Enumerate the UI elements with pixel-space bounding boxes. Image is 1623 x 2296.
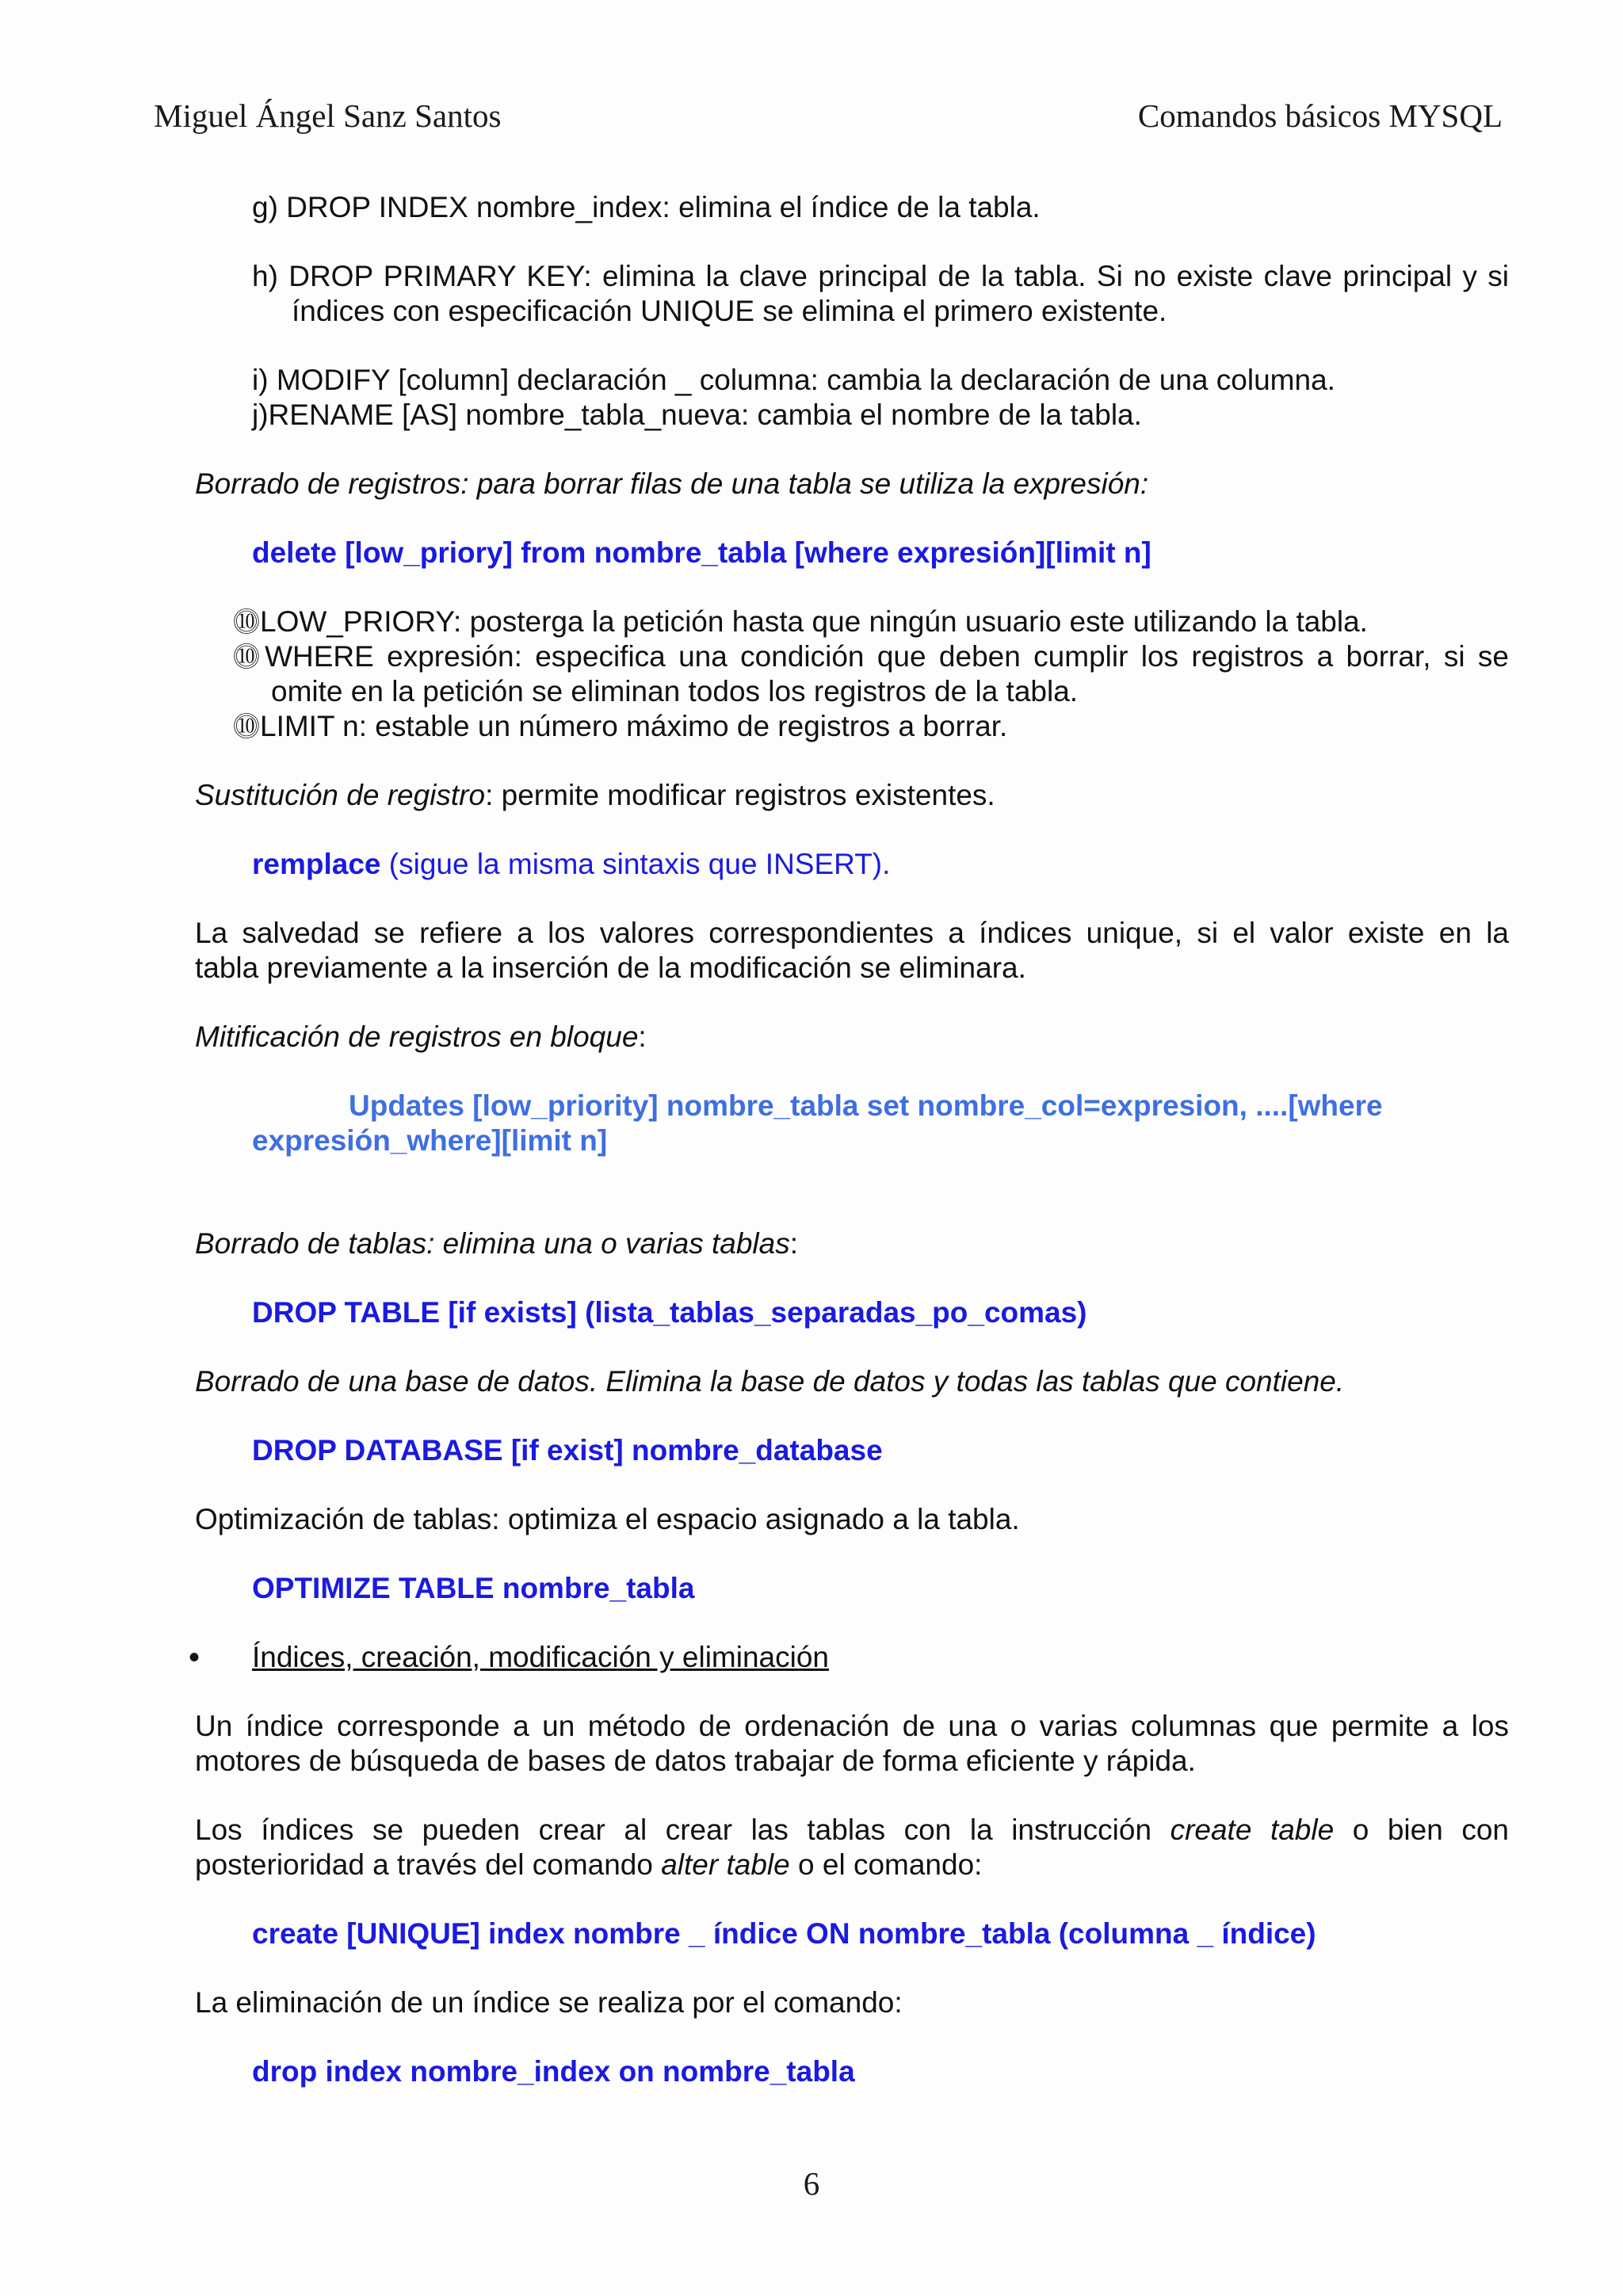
drop-table-intro-term: Borrado de tablas: elimina una o varias tablas bbox=[195, 1227, 790, 1260]
option-text: WHERE expresión: especifica una condición que deben cumplir los registros a borrar, si se bbox=[265, 640, 1509, 673]
optimize-syntax: OPTIMIZE TABLE nombre_tabla bbox=[252, 1572, 695, 1604]
bullet-icon: • bbox=[189, 1640, 200, 1675]
numbered-bullet-icon: ⓾ bbox=[233, 643, 265, 673]
drop-table-intro-rest: : bbox=[789, 1227, 798, 1260]
replace-intro bbox=[195, 778, 995, 813]
replace-intro-term: Sustitución de registro bbox=[195, 779, 486, 811]
index-paragraph1-line2: motores de búsqueda de bases de datos trabajar de forma eficiente y rápida. bbox=[195, 1745, 1196, 1777]
drop-table-intro bbox=[195, 1226, 798, 1261]
header-author: Miguel Ángel Sanz Santos bbox=[154, 97, 502, 134]
alter-item-i: i) MODIFY [column] declaración _ columna: cambia la declaración de una columna. bbox=[252, 364, 1335, 396]
drop-database-syntax: DROP DATABASE [if exist] nombre_database bbox=[252, 1434, 883, 1466]
update-syntax-line1: Updates [low_priority] nombre_tabla set nombre_col=expresion, ....[where bbox=[349, 1089, 1383, 1122]
update-intro-term: Mitificación de registros en bloque bbox=[195, 1020, 639, 1053]
numbered-bullet-icon: ⓾ bbox=[233, 712, 260, 742]
delete-option-low-priory bbox=[233, 605, 1368, 640]
text-run-italic: create table bbox=[1170, 1814, 1335, 1846]
numbered-bullet-icon: ⓾ bbox=[233, 608, 260, 638]
text-run: o bien con bbox=[1334, 1814, 1509, 1846]
text-run: posterioridad a través del comando bbox=[195, 1848, 662, 1881]
drop-table-syntax: DROP TABLE [if exists] (lista_tablas_separadas_po_comas) bbox=[252, 1296, 1087, 1329]
text-run: Los índices se pueden crear al crear las tablas con la instrucción bbox=[195, 1814, 1170, 1846]
header-title: Comandos básicos MYSQL bbox=[1137, 97, 1503, 134]
option-text: LOW_PRIORY: posterga la petición hasta que ningún usuario este utilizando la tabla. bbox=[260, 605, 1368, 638]
alter-item-h-line1: h) DROP PRIMARY KEY: elimina la clave principal de la tabla. Si no existe clave principal y si bbox=[252, 260, 1509, 292]
index-paragraph2-line1 bbox=[195, 1813, 1509, 1848]
delete-option-limit bbox=[233, 709, 1007, 745]
text-run: o el comando: bbox=[789, 1848, 983, 1881]
replace-note-line2: tabla previamente a la inserción de la modificación se eliminara. bbox=[195, 952, 1026, 984]
drop-index-intro: La eliminación de un índice se realiza por el comando: bbox=[195, 1986, 903, 2019]
alter-item-g: g) DROP INDEX nombre_index: elimina el índice de la tabla. bbox=[252, 191, 1041, 223]
drop-index-syntax: drop index nombre_index on nombre_tabla bbox=[252, 2055, 855, 2088]
alter-item-j: j)RENAME [AS] nombre_tabla_nueva: cambia el nombre de la tabla. bbox=[252, 399, 1142, 431]
delete-option-where-line2: omite en la petición se eliminan todos los registros de la tabla. bbox=[271, 675, 1079, 707]
page-number: 6 bbox=[803, 2165, 820, 2202]
update-syntax-line2: expresión_where][limit n] bbox=[252, 1124, 608, 1157]
delete-intro: Borrado de registros: para borrar filas de una tabla se utiliza la expresión: bbox=[195, 467, 1149, 500]
delete-syntax: delete [low_priory] from nombre_tabla [where expresión][limit n] bbox=[252, 536, 1151, 569]
update-intro bbox=[195, 1020, 647, 1055]
replace-note-line1: La salvedad se refiere a los valores correspondientes a índices unique, si el valor existe en la bbox=[195, 917, 1509, 949]
index-paragraph1-line1: Un índice corresponde a un método de ordenación de una o varias columnas que permite a los bbox=[195, 1710, 1509, 1742]
index-paragraph2-line2 bbox=[195, 1848, 982, 1882]
replace-syntax bbox=[252, 847, 890, 882]
delete-option-where-line1 bbox=[233, 639, 1509, 675]
update-intro-rest: : bbox=[638, 1020, 647, 1053]
text-run-italic: alter table bbox=[661, 1848, 790, 1881]
replace-syntax-note: (sigue la misma sintaxis que INSERT). bbox=[380, 848, 891, 880]
create-index-syntax: create [UNIQUE] index nombre _ índice ON nombre_tabla (columna _ índice) bbox=[252, 1917, 1316, 1950]
drop-database-intro: Borrado de una base de datos. Elimina la base de datos y todas las tablas que contiene. bbox=[195, 1365, 1345, 1398]
replace-intro-rest: : permite modificar registros existentes. bbox=[485, 779, 995, 811]
optimize-intro: Optimización de tablas: optimiza el espacio asignado a la tabla. bbox=[195, 1503, 1020, 1535]
replace-keyword: remplace bbox=[252, 848, 381, 880]
alter-item-h-line2: índices con especificación UNIQUE se elimina el primero existente. bbox=[292, 295, 1167, 327]
index-section-heading: Índices, creación, modificación y eliminación bbox=[252, 1641, 830, 1673]
option-text: LIMIT n: estable un número máximo de registros a borrar. bbox=[260, 710, 1008, 742]
